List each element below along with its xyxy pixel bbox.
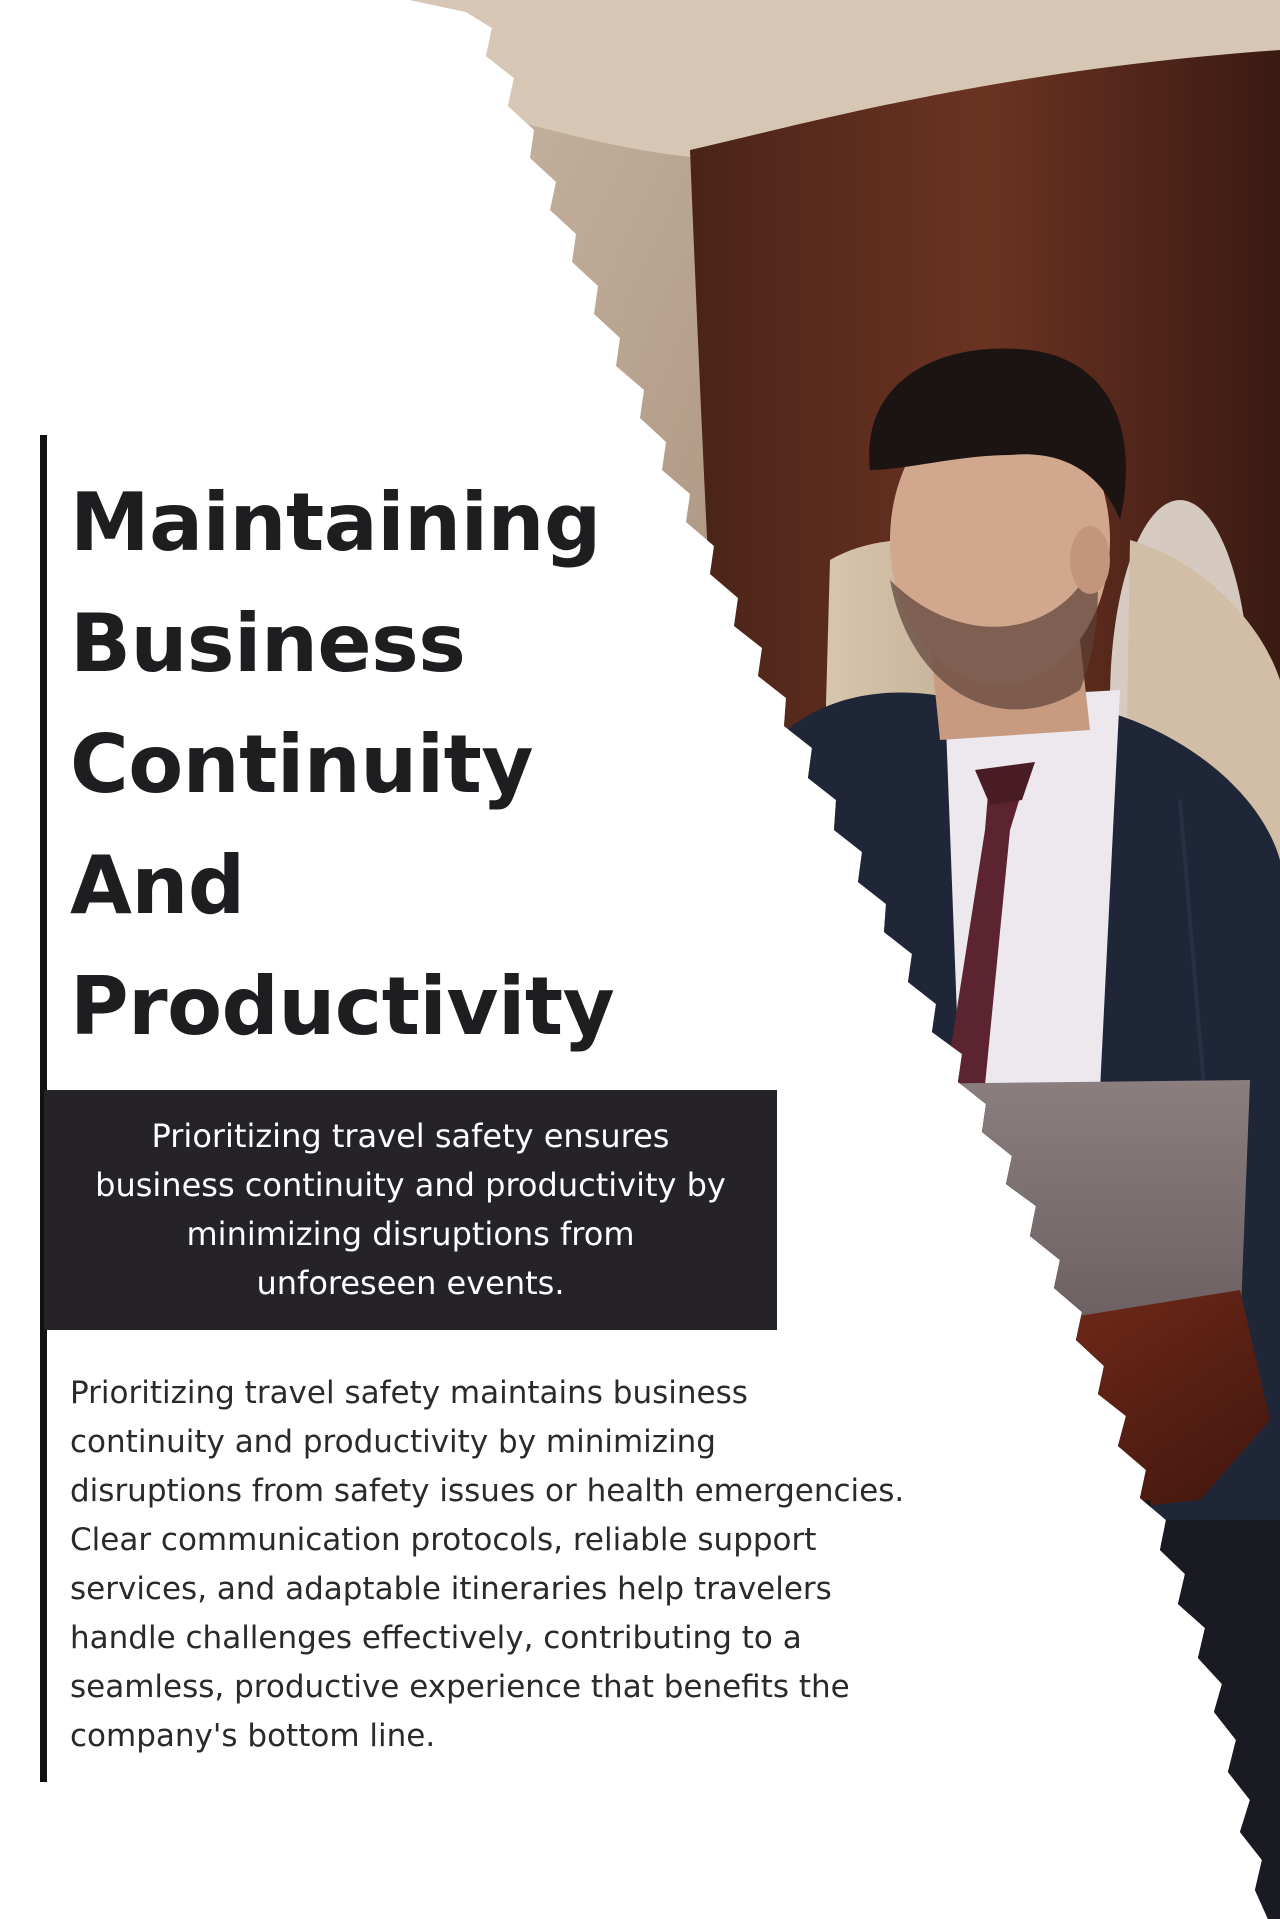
body-line: continuity and productivity by minimizing [70,1424,716,1460]
page-title [70,462,690,1067]
callout-line: Prioritizing travel safety ensures [151,1117,670,1155]
title-line: Productivity [70,960,615,1053]
title-line: Continuity [70,718,534,811]
body-line: company's bottom line. [70,1718,436,1754]
body-line: disruptions from safety issues or health emergencies. [70,1473,905,1509]
body-line: handle challenges effectively, contributing to a [70,1620,802,1656]
title-line: Maintaining [70,476,601,569]
callout-line: minimizing disruptions from [186,1215,635,1253]
title-line: Business [70,597,466,690]
body-line: Clear communication protocols, reliable support [70,1522,817,1558]
body-line: Prioritizing travel safety maintains business [70,1375,748,1411]
callout-line: unforeseen events. [256,1264,565,1302]
body-line: services, and adaptable itineraries help travelers [70,1571,832,1607]
body-paragraph [70,1369,1030,1761]
callout-box [44,1090,777,1330]
callout-line: business continuity and productivity by [95,1166,726,1204]
callout-text [95,1112,726,1308]
title-line: And [70,839,245,932]
body-line: seamless, productive experience that benefits the [70,1669,850,1705]
